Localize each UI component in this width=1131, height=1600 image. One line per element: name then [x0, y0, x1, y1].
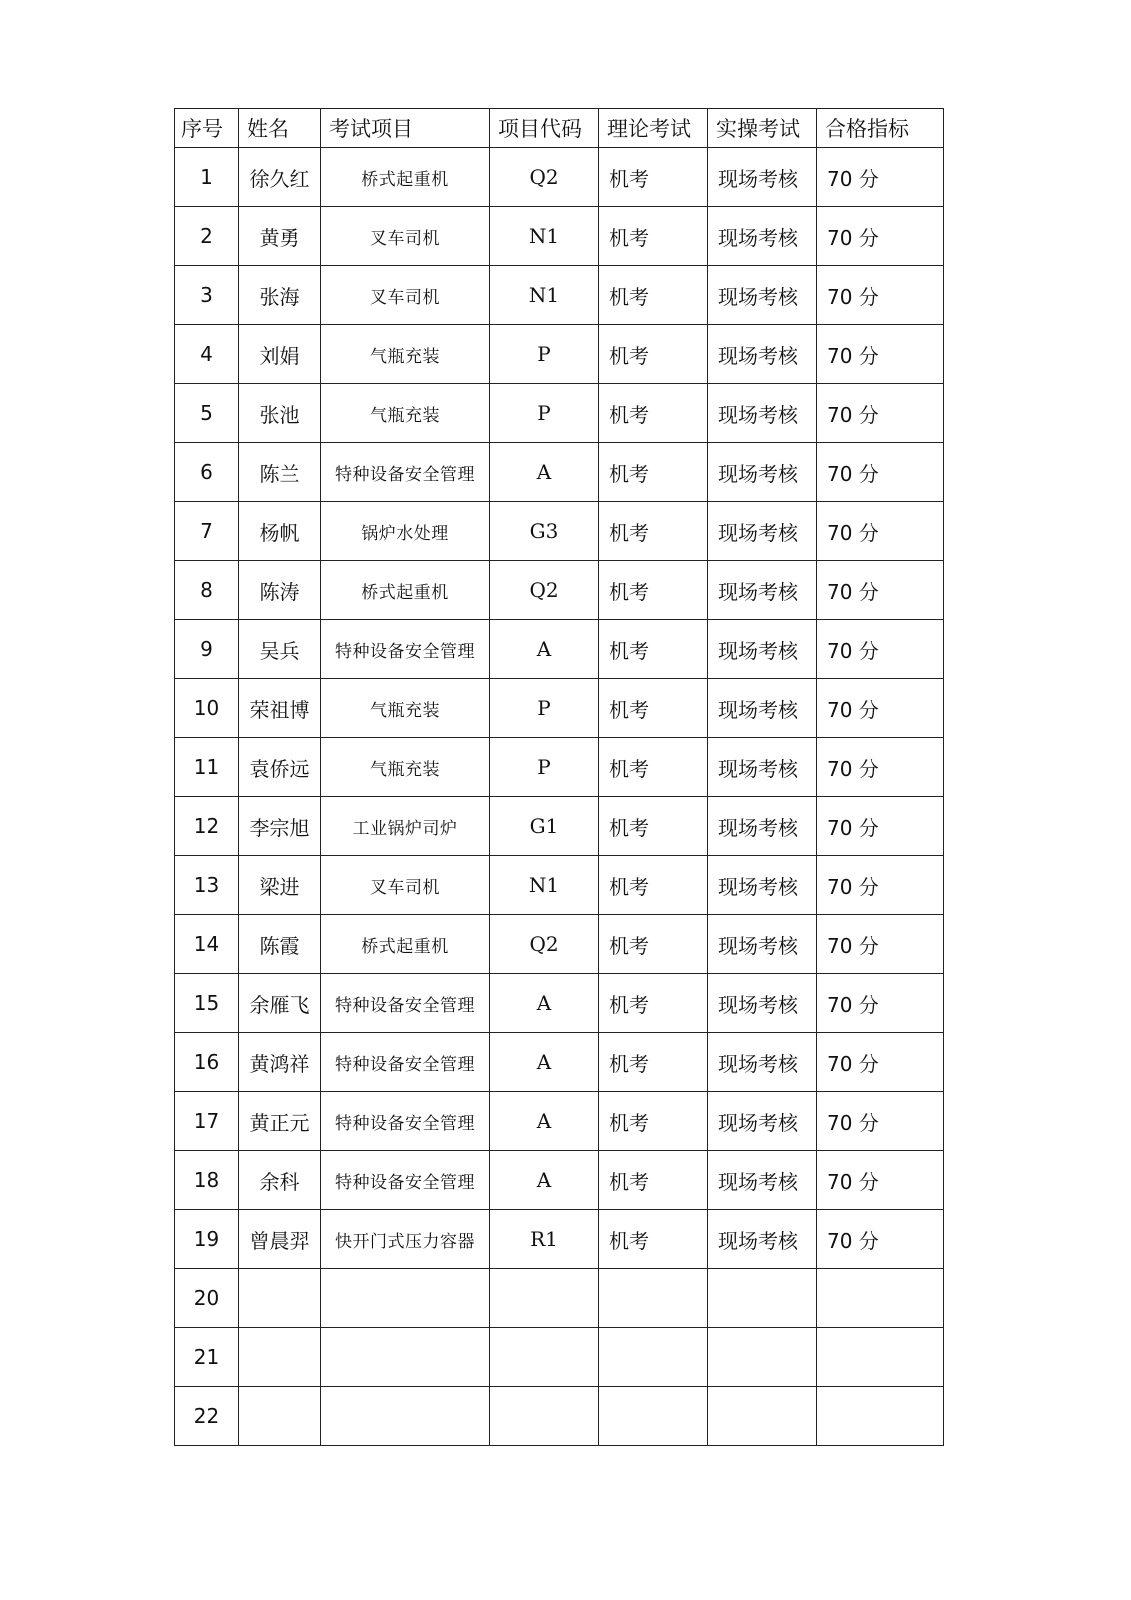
cell-exam-item: 特种设备安全管理	[321, 974, 490, 1033]
cell-pass-criteria: 70 分	[817, 207, 944, 266]
cell-practical-exam: 现场考核	[708, 148, 817, 207]
cell-item-code	[490, 1269, 599, 1328]
cell-theory-exam: 机考	[599, 502, 708, 561]
cell-practical-exam: 现场考核	[708, 797, 817, 856]
cell-theory-exam: 机考	[599, 1033, 708, 1092]
table-row	[175, 1387, 944, 1446]
cell-name: 陈兰	[239, 443, 321, 502]
cell-practical-exam: 现场考核	[708, 915, 817, 974]
cell-serial-number: 15	[175, 974, 239, 1033]
table-row	[175, 1210, 944, 1269]
cell-practical-exam: 现场考核	[708, 266, 817, 325]
table-row	[175, 266, 944, 325]
header-item-code: 项目代码	[490, 109, 599, 148]
cell-practical-exam: 现场考核	[708, 679, 817, 738]
cell-name: 余雁飞	[239, 974, 321, 1033]
cell-exam-item: 气瓶充装	[321, 738, 490, 797]
header-exam-item: 考试项目	[321, 109, 490, 148]
header-practical-exam: 实操考试	[708, 109, 817, 148]
table-row	[175, 679, 944, 738]
cell-name: 张池	[239, 384, 321, 443]
cell-serial-number: 17	[175, 1092, 239, 1151]
cell-theory-exam: 机考	[599, 915, 708, 974]
cell-practical-exam: 现场考核	[708, 502, 817, 561]
cell-theory-exam: 机考	[599, 1210, 708, 1269]
cell-item-code: A	[490, 1033, 599, 1092]
cell-item-code: N1	[490, 207, 599, 266]
cell-item-code	[490, 1387, 599, 1446]
table-row	[175, 148, 944, 207]
cell-practical-exam: 现场考核	[708, 856, 817, 915]
cell-name: 曾晨羿	[239, 1210, 321, 1269]
cell-item-code: N1	[490, 266, 599, 325]
cell-practical-exam: 现场考核	[708, 620, 817, 679]
cell-exam-item: 特种设备安全管理	[321, 1033, 490, 1092]
cell-pass-criteria	[817, 1387, 944, 1446]
cell-exam-item	[321, 1328, 490, 1387]
cell-practical-exam: 现场考核	[708, 1092, 817, 1151]
cell-theory-exam: 机考	[599, 148, 708, 207]
header-row	[175, 109, 944, 148]
cell-item-code: P	[490, 679, 599, 738]
table-row	[175, 384, 944, 443]
cell-name: 刘娟	[239, 325, 321, 384]
cell-name: 陈霞	[239, 915, 321, 974]
exam-roster-table	[174, 108, 944, 1446]
cell-pass-criteria	[817, 1269, 944, 1328]
cell-exam-item: 气瓶充装	[321, 679, 490, 738]
cell-serial-number: 2	[175, 207, 239, 266]
table-header	[175, 109, 944, 148]
table-row	[175, 738, 944, 797]
cell-name	[239, 1387, 321, 1446]
cell-practical-exam: 现场考核	[708, 974, 817, 1033]
cell-name: 荣祖博	[239, 679, 321, 738]
cell-pass-criteria: 70 分	[817, 561, 944, 620]
cell-name: 张海	[239, 266, 321, 325]
cell-practical-exam: 现场考核	[708, 1151, 817, 1210]
cell-pass-criteria: 70 分	[817, 1092, 944, 1151]
cell-pass-criteria	[817, 1328, 944, 1387]
cell-pass-criteria: 70 分	[817, 856, 944, 915]
cell-serial-number: 13	[175, 856, 239, 915]
table-row	[175, 620, 944, 679]
table-row	[175, 561, 944, 620]
header-theory-exam: 理论考试	[599, 109, 708, 148]
cell-practical-exam: 现场考核	[708, 443, 817, 502]
cell-practical-exam	[708, 1269, 817, 1328]
cell-item-code: Q2	[490, 148, 599, 207]
cell-pass-criteria: 70 分	[817, 148, 944, 207]
cell-pass-criteria: 70 分	[817, 1151, 944, 1210]
cell-serial-number: 14	[175, 915, 239, 974]
cell-pass-criteria: 70 分	[817, 620, 944, 679]
cell-serial-number: 10	[175, 679, 239, 738]
cell-theory-exam: 机考	[599, 207, 708, 266]
cell-theory-exam: 机考	[599, 561, 708, 620]
table-row	[175, 797, 944, 856]
cell-name: 梁进	[239, 856, 321, 915]
cell-exam-item: 特种设备安全管理	[321, 1151, 490, 1210]
cell-practical-exam: 现场考核	[708, 1033, 817, 1092]
cell-exam-item: 特种设备安全管理	[321, 620, 490, 679]
cell-exam-item: 工业锅炉司炉	[321, 797, 490, 856]
cell-pass-criteria: 70 分	[817, 266, 944, 325]
cell-theory-exam	[599, 1269, 708, 1328]
cell-serial-number: 16	[175, 1033, 239, 1092]
cell-exam-item: 桥式起重机	[321, 561, 490, 620]
cell-theory-exam: 机考	[599, 620, 708, 679]
table-row	[175, 443, 944, 502]
table-row	[175, 325, 944, 384]
cell-pass-criteria: 70 分	[817, 974, 944, 1033]
cell-exam-item: 桥式起重机	[321, 915, 490, 974]
table-row	[175, 856, 944, 915]
cell-practical-exam	[708, 1387, 817, 1446]
cell-theory-exam	[599, 1328, 708, 1387]
cell-item-code: A	[490, 1092, 599, 1151]
cell-pass-criteria: 70 分	[817, 384, 944, 443]
header-serial-number: 序号	[175, 109, 239, 148]
cell-exam-item: 锅炉水处理	[321, 502, 490, 561]
cell-item-code: Q2	[490, 561, 599, 620]
cell-serial-number: 18	[175, 1151, 239, 1210]
cell-name	[239, 1269, 321, 1328]
cell-serial-number: 6	[175, 443, 239, 502]
cell-name: 余科	[239, 1151, 321, 1210]
cell-exam-item	[321, 1269, 490, 1328]
cell-theory-exam	[599, 1387, 708, 1446]
cell-theory-exam: 机考	[599, 325, 708, 384]
cell-serial-number: 9	[175, 620, 239, 679]
cell-practical-exam: 现场考核	[708, 738, 817, 797]
cell-serial-number: 8	[175, 561, 239, 620]
cell-item-code: A	[490, 1151, 599, 1210]
cell-name: 黄鸿祥	[239, 1033, 321, 1092]
cell-name: 杨帆	[239, 502, 321, 561]
cell-theory-exam: 机考	[599, 384, 708, 443]
cell-exam-item: 桥式起重机	[321, 148, 490, 207]
table-row	[175, 502, 944, 561]
cell-serial-number: 7	[175, 502, 239, 561]
cell-serial-number: 11	[175, 738, 239, 797]
cell-theory-exam: 机考	[599, 974, 708, 1033]
cell-exam-item: 快开门式压力容器	[321, 1210, 490, 1269]
cell-serial-number: 21	[175, 1328, 239, 1387]
table-row	[175, 915, 944, 974]
table-row	[175, 1151, 944, 1210]
cell-exam-item: 特种设备安全管理	[321, 1092, 490, 1151]
cell-serial-number: 5	[175, 384, 239, 443]
cell-practical-exam: 现场考核	[708, 561, 817, 620]
cell-theory-exam: 机考	[599, 856, 708, 915]
table-row	[175, 974, 944, 1033]
cell-pass-criteria: 70 分	[817, 738, 944, 797]
cell-exam-item: 气瓶充装	[321, 325, 490, 384]
table-row	[175, 1092, 944, 1151]
table-row	[175, 1033, 944, 1092]
cell-item-code	[490, 1328, 599, 1387]
cell-pass-criteria: 70 分	[817, 1033, 944, 1092]
cell-item-code: R1	[490, 1210, 599, 1269]
cell-serial-number: 1	[175, 148, 239, 207]
cell-practical-exam: 现场考核	[708, 325, 817, 384]
cell-item-code: A	[490, 443, 599, 502]
cell-pass-criteria: 70 分	[817, 797, 944, 856]
cell-item-code: G3	[490, 502, 599, 561]
table-row	[175, 1269, 944, 1328]
cell-serial-number: 3	[175, 266, 239, 325]
cell-theory-exam: 机考	[599, 797, 708, 856]
cell-name: 黄勇	[239, 207, 321, 266]
cell-item-code: G1	[490, 797, 599, 856]
cell-exam-item: 叉车司机	[321, 266, 490, 325]
cell-item-code: Q2	[490, 915, 599, 974]
cell-item-code: A	[490, 974, 599, 1033]
cell-theory-exam: 机考	[599, 738, 708, 797]
cell-name: 黄正元	[239, 1092, 321, 1151]
cell-pass-criteria: 70 分	[817, 1210, 944, 1269]
cell-name	[239, 1328, 321, 1387]
cell-practical-exam: 现场考核	[708, 384, 817, 443]
cell-exam-item: 特种设备安全管理	[321, 443, 490, 502]
cell-theory-exam: 机考	[599, 1092, 708, 1151]
table-row	[175, 207, 944, 266]
cell-pass-criteria: 70 分	[817, 502, 944, 561]
cell-exam-item: 叉车司机	[321, 856, 490, 915]
cell-practical-exam: 现场考核	[708, 1210, 817, 1269]
cell-item-code: N1	[490, 856, 599, 915]
cell-exam-item	[321, 1387, 490, 1446]
cell-serial-number: 4	[175, 325, 239, 384]
cell-name: 吴兵	[239, 620, 321, 679]
cell-practical-exam: 现场考核	[708, 207, 817, 266]
cell-name: 陈涛	[239, 561, 321, 620]
cell-item-code: A	[490, 620, 599, 679]
table-body	[175, 148, 944, 1446]
cell-theory-exam: 机考	[599, 266, 708, 325]
cell-serial-number: 22	[175, 1387, 239, 1446]
cell-exam-item: 气瓶充装	[321, 384, 490, 443]
cell-practical-exam	[708, 1328, 817, 1387]
cell-theory-exam: 机考	[599, 1151, 708, 1210]
cell-theory-exam: 机考	[599, 679, 708, 738]
cell-name: 李宗旭	[239, 797, 321, 856]
cell-item-code: P	[490, 384, 599, 443]
header-pass-criteria: 合格指标	[817, 109, 944, 148]
cell-serial-number: 20	[175, 1269, 239, 1328]
cell-pass-criteria: 70 分	[817, 325, 944, 384]
cell-item-code: P	[490, 325, 599, 384]
cell-item-code: P	[490, 738, 599, 797]
cell-exam-item: 叉车司机	[321, 207, 490, 266]
cell-serial-number: 19	[175, 1210, 239, 1269]
header-name: 姓名	[239, 109, 321, 148]
cell-theory-exam: 机考	[599, 443, 708, 502]
cell-name: 袁侨远	[239, 738, 321, 797]
cell-name: 徐久红	[239, 148, 321, 207]
table-row	[175, 1328, 944, 1387]
cell-pass-criteria: 70 分	[817, 679, 944, 738]
cell-pass-criteria: 70 分	[817, 443, 944, 502]
cell-pass-criteria: 70 分	[817, 915, 944, 974]
cell-serial-number: 12	[175, 797, 239, 856]
